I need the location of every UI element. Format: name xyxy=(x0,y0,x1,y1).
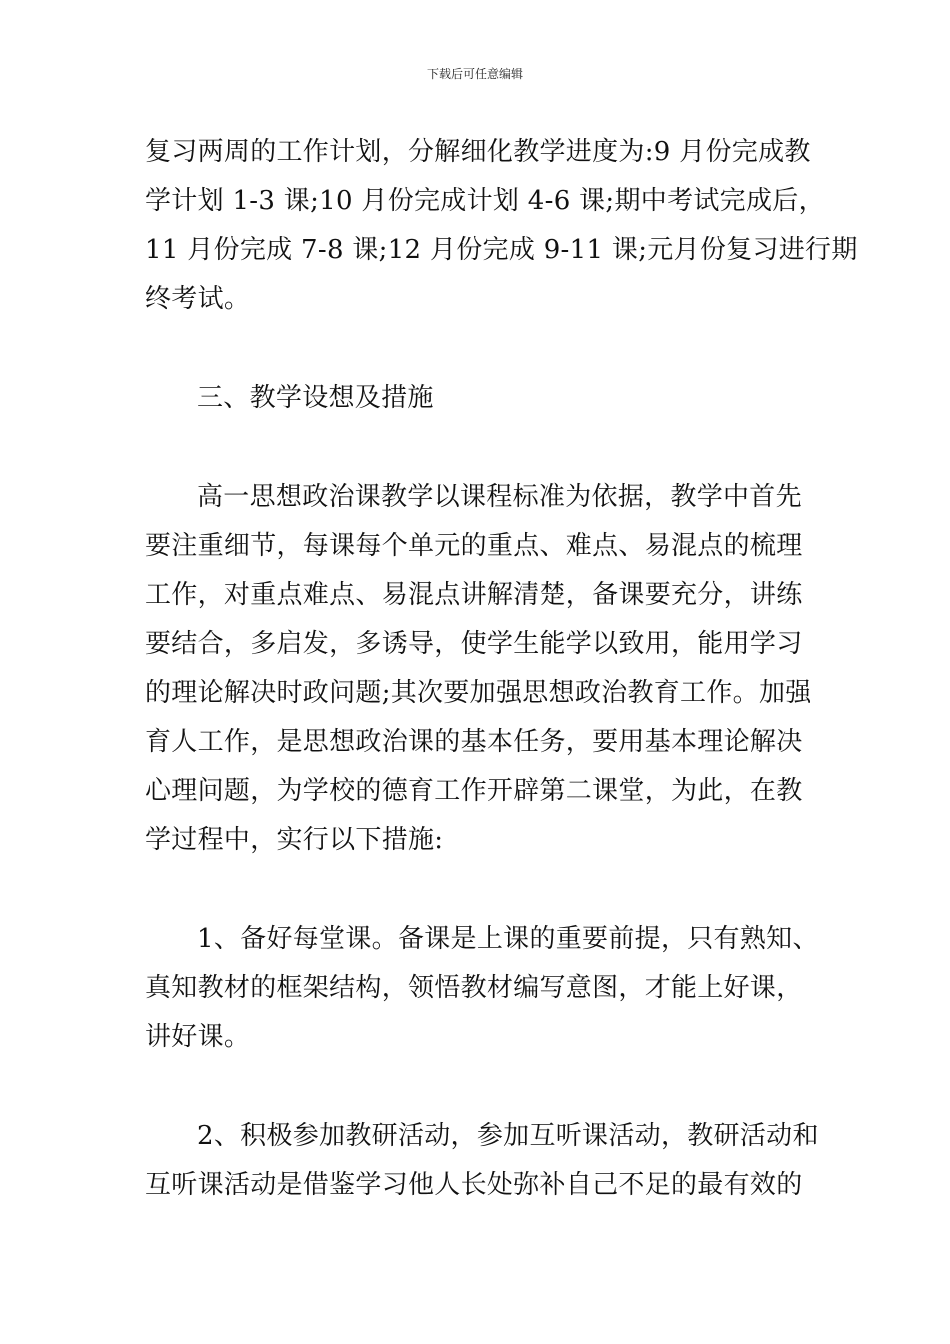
text-line: 的理论解决时政问题;其次要加强思想政治教育工作。加强 xyxy=(145,678,812,708)
text-line: 心理问题，为学校的德育工作开辟第二课堂，为此，在教 xyxy=(145,776,803,806)
text-line: 育人工作，是思想政治课的基本任务，要用基本理论解决 xyxy=(145,727,803,757)
paragraph-item-1 xyxy=(145,915,819,1062)
text-line: 1、备好每堂课。备课是上课的重要前提，只有熟知、 xyxy=(197,924,819,954)
paragraph-item-2 xyxy=(145,1112,819,1210)
text-line: 学计划 1-3 课;10 月份完成计划 4-6 课;期中考试完成后， xyxy=(145,186,825,216)
text-line: 2、积极参加教研活动，参加互听课活动，教研活动和 xyxy=(197,1121,819,1151)
text-line: 讲好课。 xyxy=(145,1022,251,1052)
text-line: 要注重细节，每课每个单元的重点、难点、易混点的梳理 xyxy=(145,531,803,561)
text-line: 复习两周的工作计划，分解细化教学进度为:9 月份完成教 xyxy=(145,137,811,167)
document-body xyxy=(145,128,858,1210)
text-line: 工作，对重点难点、易混点讲解清楚，备课要充分，讲练 xyxy=(145,580,803,610)
section-heading xyxy=(145,374,810,423)
text-line: 高一思想政治课教学以课程标准为依据，教学中首先 xyxy=(197,482,802,512)
paragraph-intro xyxy=(145,473,810,865)
text-line: 互听课活动是借鉴学习他人长处弥补自己不足的最有效的 xyxy=(145,1170,803,1200)
text-line: 学过程中，实行以下措施: xyxy=(145,825,444,855)
paragraph-gap xyxy=(145,423,810,473)
paragraph-schedule xyxy=(145,128,858,324)
paragraph-gap xyxy=(145,865,810,915)
paragraph-gap xyxy=(145,324,810,374)
page-header: 下载后可任意编辑 xyxy=(426,67,523,81)
paragraph-gap xyxy=(145,1062,810,1112)
text-line: 真知教材的框架结构，领悟教材编写意图，才能上好课， xyxy=(145,973,803,1003)
text-line: 终考试。 xyxy=(145,284,251,314)
heading-line: 三、教学设想及措施 xyxy=(197,383,434,413)
text-line: 11 月份完成 7-8 课;12 月份完成 9-11 课;元月份复习进行期 xyxy=(145,235,858,265)
text-line: 要结合，多启发，多诱导，使学生能学以致用，能用学习 xyxy=(145,629,803,659)
